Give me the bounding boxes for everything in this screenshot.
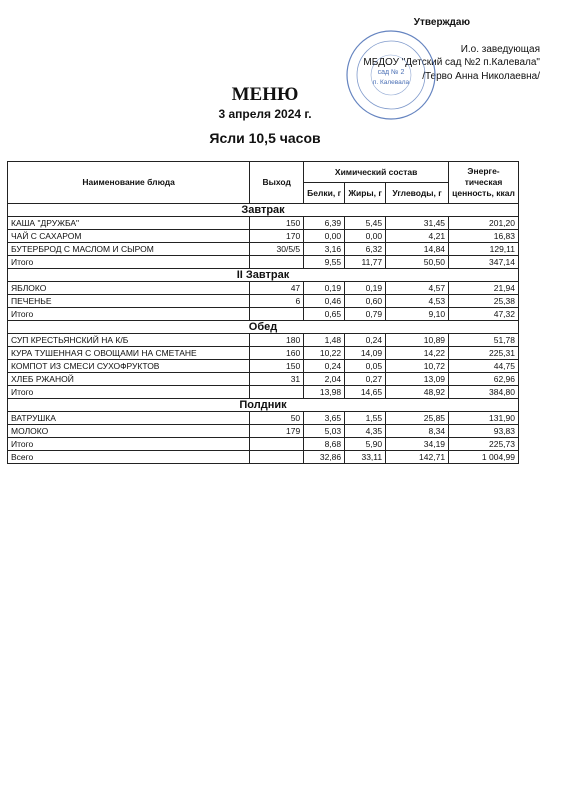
table-row <box>8 412 519 425</box>
cell-protein: 32,86 <box>304 451 345 464</box>
approval-title: Утверждаю <box>413 17 470 28</box>
cell-protein: 13,98 <box>304 386 345 399</box>
subtotal-row <box>8 256 519 269</box>
cell-output: 47 <box>250 282 304 295</box>
cell-carbs: 4,21 <box>386 230 449 243</box>
menu-body <box>8 204 519 464</box>
cell-carbs: 10,89 <box>386 334 449 347</box>
cell-energy: 225,31 <box>449 347 519 360</box>
cell-fat: 0,79 <box>345 308 386 321</box>
table-row <box>8 230 519 243</box>
cell-carbs: 8,34 <box>386 425 449 438</box>
cell-carbs: 4,57 <box>386 282 449 295</box>
cell-energy: 347,14 <box>449 256 519 269</box>
cell-output: 50 <box>250 412 304 425</box>
cell-fat: 0,27 <box>345 373 386 386</box>
menu-group: Ясли 10,5 часов <box>209 130 321 146</box>
cell-output: 150 <box>250 360 304 373</box>
cell-fat: 1,55 <box>345 412 386 425</box>
cell-fat: 14,65 <box>345 386 386 399</box>
section-title: Обед <box>8 321 519 334</box>
section-header <box>8 269 519 282</box>
cell-output: 180 <box>250 334 304 347</box>
cell-carbs: 31,45 <box>386 217 449 230</box>
section-title: II Завтрак <box>8 269 519 282</box>
cell-protein: 5,03 <box>304 425 345 438</box>
section-title: Завтрак <box>8 204 519 217</box>
cell-energy: 47,32 <box>449 308 519 321</box>
cell-fat: 0,24 <box>345 334 386 347</box>
cell-name: Итого <box>8 256 250 269</box>
cell-carbs: 50,50 <box>386 256 449 269</box>
cell-name: ПЕЧЕНЬЕ <box>8 295 250 308</box>
table-row <box>8 347 519 360</box>
cell-protein: 0,19 <box>304 282 345 295</box>
cell-carbs: 14,84 <box>386 243 449 256</box>
cell-output: 150 <box>250 217 304 230</box>
cell-fat: 5,45 <box>345 217 386 230</box>
table-row <box>8 217 519 230</box>
cell-carbs: 48,92 <box>386 386 449 399</box>
table-row <box>8 425 519 438</box>
menu-date: 3 апреля 2024 г. <box>218 107 312 121</box>
cell-protein: 3,65 <box>304 412 345 425</box>
cell-fat: 4,35 <box>345 425 386 438</box>
header-name: Наименование блюда <box>8 162 250 204</box>
cell-output: 160 <box>250 347 304 360</box>
table-row <box>8 282 519 295</box>
section-header <box>8 399 519 412</box>
cell-fat: 0,00 <box>345 230 386 243</box>
table-row <box>8 373 519 386</box>
cell-fat: 6,32 <box>345 243 386 256</box>
cell-output: 170 <box>250 230 304 243</box>
cell-name: ХЛЕБ РЖАНОЙ <box>8 373 250 386</box>
table-row <box>8 360 519 373</box>
cell-name: СУП КРЕСТЬЯНСКИЙ НА К/Б <box>8 334 250 347</box>
cell-protein: 9,55 <box>304 256 345 269</box>
cell-fat: 0,19 <box>345 282 386 295</box>
header-energy: Энерге-тическая ценность, ккал <box>449 162 519 204</box>
cell-name: ЯБЛОКО <box>8 282 250 295</box>
cell-energy: 1 004,99 <box>449 451 519 464</box>
cell-name: ВАТРУШКА <box>8 412 250 425</box>
cell-name: Итого <box>8 438 250 451</box>
cell-carbs: 13,09 <box>386 373 449 386</box>
cell-energy: 201,20 <box>449 217 519 230</box>
svg-text:сад № 2: сад № 2 <box>377 69 405 76</box>
header-protein: Белки, г <box>304 183 345 204</box>
section-title: Полдник <box>8 399 519 412</box>
cell-protein: 2,04 <box>304 373 345 386</box>
section-header <box>8 204 519 217</box>
cell-name: ЧАЙ С САХАРОМ <box>8 230 250 243</box>
cell-energy: 129,11 <box>449 243 519 256</box>
table-row <box>8 295 519 308</box>
cell-output: 30/5/5 <box>250 243 304 256</box>
cell-name: КУРА ТУШЕННАЯ С ОВОЩАМИ НА СМЕТАНЕ <box>8 347 250 360</box>
cell-carbs: 142,71 <box>386 451 449 464</box>
cell-output <box>250 386 304 399</box>
approval-org: МБДОУ "Детский сад №2 п.Калевала" <box>363 57 540 68</box>
cell-protein: 10,22 <box>304 347 345 360</box>
header-chem: Химический состав <box>304 162 449 183</box>
cell-output: 6 <box>250 295 304 308</box>
page-title: МЕНЮ <box>231 84 299 105</box>
cell-name: Всего <box>8 451 250 464</box>
cell-output <box>250 451 304 464</box>
cell-protein: 0,65 <box>304 308 345 321</box>
cell-energy: 131,90 <box>449 412 519 425</box>
cell-energy: 16,83 <box>449 230 519 243</box>
section-header <box>8 321 519 334</box>
cell-energy: 44,75 <box>449 360 519 373</box>
grand-total-row <box>8 451 519 464</box>
cell-protein: 1,48 <box>304 334 345 347</box>
table-row <box>8 243 519 256</box>
cell-energy: 25,38 <box>449 295 519 308</box>
approval-signature: /Терво Анна Николаевна/ <box>422 71 540 82</box>
cell-carbs: 25,85 <box>386 412 449 425</box>
cell-energy: 384,80 <box>449 386 519 399</box>
cell-protein: 3,16 <box>304 243 345 256</box>
cell-fat: 11,77 <box>345 256 386 269</box>
cell-energy: 62,96 <box>449 373 519 386</box>
subtotal-row <box>8 438 519 451</box>
cell-protein: 0,46 <box>304 295 345 308</box>
cell-carbs: 10,72 <box>386 360 449 373</box>
cell-output <box>250 308 304 321</box>
cell-protein: 6,39 <box>304 217 345 230</box>
cell-name: МОЛОКО <box>8 425 250 438</box>
cell-energy: 93,83 <box>449 425 519 438</box>
cell-name: БУТЕРБРОД С МАСЛОМ И СЫРОМ <box>8 243 250 256</box>
header-output: Выход <box>250 162 304 204</box>
cell-carbs: 34,19 <box>386 438 449 451</box>
svg-text:п. Калевала: п. Калевала <box>372 79 410 86</box>
cell-name: КАША "ДРУЖБА" <box>8 217 250 230</box>
cell-protein: 8,68 <box>304 438 345 451</box>
table-row <box>8 334 519 347</box>
cell-protein: 0,00 <box>304 230 345 243</box>
cell-fat: 0,05 <box>345 360 386 373</box>
cell-name: Итого <box>8 386 250 399</box>
cell-fat: 5,90 <box>345 438 386 451</box>
cell-output: 179 <box>250 425 304 438</box>
header-fat: Жиры, г <box>345 183 386 204</box>
cell-carbs: 9,10 <box>386 308 449 321</box>
cell-protein: 0,24 <box>304 360 345 373</box>
cell-output <box>250 256 304 269</box>
subtotal-row <box>8 386 519 399</box>
cell-energy: 21,94 <box>449 282 519 295</box>
cell-carbs: 4,53 <box>386 295 449 308</box>
cell-fat: 33,11 <box>345 451 386 464</box>
approval-position: И.о. заведующая <box>460 44 540 55</box>
cell-name: КОМПОТ ИЗ СМЕСИ СУХОФРУКТОВ <box>8 360 250 373</box>
cell-output <box>250 438 304 451</box>
subtotal-row <box>8 308 519 321</box>
cell-energy: 51,78 <box>449 334 519 347</box>
cell-carbs: 14,22 <box>386 347 449 360</box>
cell-fat: 0,60 <box>345 295 386 308</box>
cell-name: Итого <box>8 308 250 321</box>
header-carbs: Углеводы, г <box>386 183 449 204</box>
cell-fat: 14,09 <box>345 347 386 360</box>
cell-output: 31 <box>250 373 304 386</box>
menu-table <box>7 161 519 464</box>
cell-energy: 225,73 <box>449 438 519 451</box>
